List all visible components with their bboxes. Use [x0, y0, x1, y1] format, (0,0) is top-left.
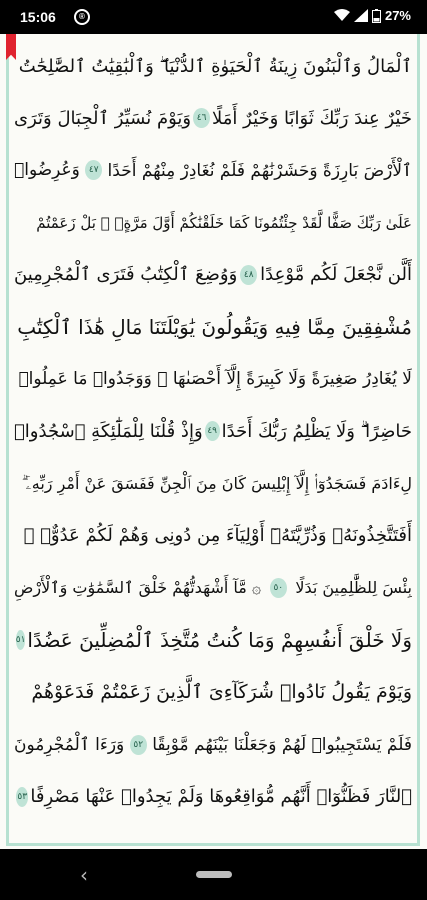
ayah-number-marker[interactable]: ٤٨ [240, 265, 257, 285]
quran-page[interactable] [0, 34, 427, 849]
verse-line[interactable] [14, 562, 412, 614]
verse-line[interactable] [14, 458, 412, 510]
verse-line[interactable] [14, 510, 412, 562]
system-icons [334, 8, 411, 23]
verse-line[interactable] [14, 301, 412, 353]
wifi-icon [334, 9, 350, 22]
ayah-number-marker[interactable]: ٥٣ [16, 787, 28, 807]
verse-text: وَلَا خَلْقَ أَنفُسِهِمْ وَمَا كُنتُ مُتَّخِذَ ٱلْمُضِلِّينَ عَضُدًا [27, 628, 412, 653]
verse-line[interactable] [14, 353, 412, 405]
verse-text: فَلَمْ يَسْتَجِيبُوا۟ لَهُمْ وَجَعَلْنَا بَيْنَهُم مَّوْبِقًا [152, 734, 412, 755]
ayah-number-marker[interactable]: ٥٢ [130, 735, 147, 755]
ayah-number-marker[interactable]: ٤٧ [85, 160, 102, 180]
verse-text: لِءَادَمَ فَسَجَدُوٓا۟ إِلَّآ إِبْلِيسَ كَانَ مِنَ ٱلْجِنِّ فَفَسَقَ عَنْ أَمْرِ رَبِّهِۦٓ ۗ [21, 473, 412, 493]
ayah-number-marker[interactable]: ٥١ [16, 630, 26, 650]
verse-text: أَفَتَتَّخِذُونَهُۥ وَذُرِّيَّتَهُۥٓ أَوْلِيَآءَ مِن دُونِى وَهُمْ لَكُمْ عَدُوٌّۢ ۚ [23, 525, 412, 547]
verse-text: ٱلْمَالُ وَٱلْبَنُونَ زِينَةُ ٱلْحَيَوٰةِ ٱلدُّنْيَا ۖ وَٱلْبَٰقِيَٰتُ ٱلصَّٰلِحَٰتُ [18, 55, 412, 77]
ayah-number-marker[interactable]: ٤٩ [205, 421, 220, 441]
verse-line[interactable] [14, 249, 412, 301]
verse-line[interactable] [14, 92, 412, 144]
ayah-number-marker[interactable]: ٤٦ [193, 108, 210, 128]
verse-line[interactable] [14, 197, 412, 249]
back-button[interactable]: ‹ [80, 863, 88, 887]
home-gesture-pill[interactable] [196, 871, 232, 878]
verse-text: وَإِذْ قُلْنَا لِلْمَلَٰٓئِكَةِ ٱسْجُدُوا۟ [14, 420, 203, 442]
clock: 15:06 [20, 9, 56, 25]
verse-line[interactable] [14, 718, 412, 770]
verse-text: ٱلنَّارَ فَظَنُّوٓا۟ أَنَّهُم مُّوَاقِعُوهَا وَلَمْ يَجِدُوا۟ عَنْهَا مَصْرِفًا [30, 786, 412, 808]
ayah-number-marker[interactable]: ٥٠ [270, 578, 287, 598]
verse-text: وَيَوْمَ نُسَيِّرُ ٱلْجِبَالَ وَتَرَى [14, 107, 192, 129]
verse-text: خَيْرٌ عِندَ رَبِّكَ ثَوَابًا وَخَيْرٌ أَمَلًا [212, 107, 412, 129]
verse-text: بِئْسَ لِلظَّٰلِمِينَ بَدَلًا [295, 578, 412, 598]
verse-text: ۞ مَّآ أَشْهَدتُّهُمْ خَلْقَ ٱلسَّمَٰوَٰتِ وَٱلْأَرْضِ [14, 578, 262, 598]
verse-text: أَلَّن نَّجْعَلَ لَكُم مَّوْعِدًا [260, 264, 412, 286]
battery-icon [372, 9, 381, 23]
verse-text: عَلَىٰ رَبِّكَ صَفًّا لَّقَدْ جِئْتُمُونَا كَمَا خَلَقْنَٰكُمْ أَوَّلَ مَرَّةٍۭ ۚ بَلْ زَعَمْتُمْ [36, 213, 412, 232]
verse-line[interactable] [14, 144, 412, 196]
signal-icon [354, 9, 368, 22]
verse-line[interactable] [14, 614, 412, 666]
status-bar [0, 0, 427, 34]
verse-line[interactable] [14, 405, 412, 457]
verse-text: حَاضِرًا ۗ وَلَا يَظْلِمُ رَبُّكَ أَحَدًا [221, 420, 412, 442]
notification-icon: ® [74, 9, 90, 25]
battery-percentage: 27% [384, 8, 411, 23]
verse-text: وَيَوْمَ يَقُولُ نَادُوا۟ شُرَكَآءِىَ ٱلَّذِينَ زَعَمْتُمْ فَدَعَوْهُمْ [31, 681, 412, 704]
navigation-bar [0, 849, 427, 900]
verse-text: لَا يُغَادِرُ صَغِيرَةً وَلَا كَبِيرَةً إِلَّآ أَحْصَىٰهَا ۚ وَوَجَدُوا۟ مَا عَمِلُوا۟ [18, 369, 412, 390]
verse-text: مُشْفِقِينَ مِمَّا فِيهِ وَيَقُولُونَ يَٰوَيْلَتَنَا مَالِ هَٰذَا ٱلْكِتَٰبِ [17, 315, 412, 340]
verse-line[interactable] [14, 771, 412, 823]
verse-lines [14, 40, 412, 823]
verse-text: وَعُرِضُوا۟ [14, 160, 80, 181]
verse-line[interactable] [14, 666, 412, 718]
verse-text: ٱلْأَرْضَ بَارِزَةً وَحَشَرْنَٰهُمْ فَلَمْ نُغَادِرْ مِنْهُمْ أَحَدًا [107, 160, 412, 181]
verse-line[interactable] [14, 40, 412, 92]
verse-text: وَرَءَا ٱلْمُجْرِمُونَ [14, 735, 125, 756]
verse-text: وَوُضِعَ ٱلْكِتَٰبُ فَتَرَى ٱلْمُجْرِمِينَ [14, 264, 238, 286]
